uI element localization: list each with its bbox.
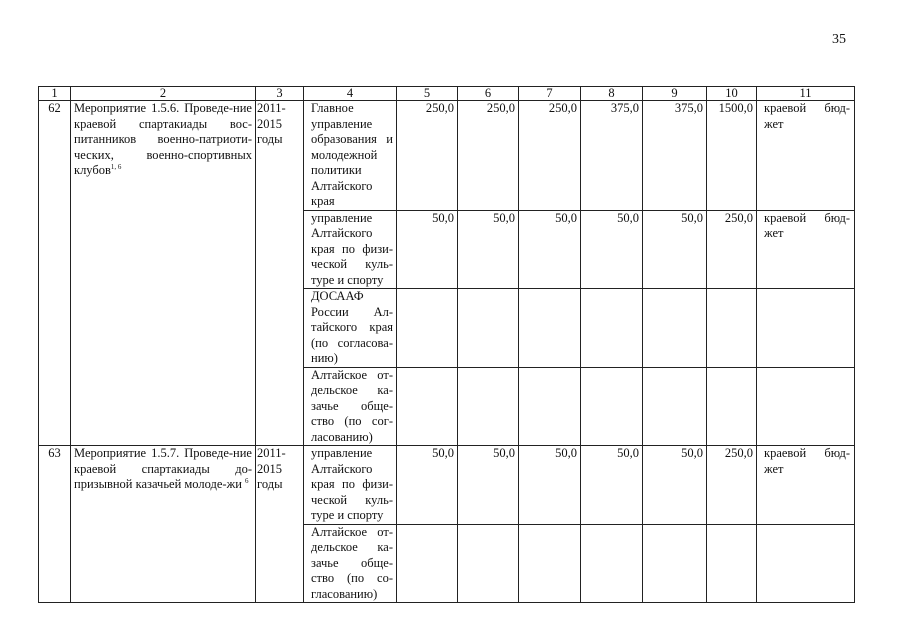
value-cell — [643, 289, 707, 368]
value-cell — [643, 367, 707, 446]
value-cell — [581, 524, 643, 603]
table-row — [39, 101, 855, 211]
funding-source-cell — [757, 367, 855, 446]
header-row — [39, 87, 855, 101]
value-cell — [397, 289, 458, 368]
value-cell: 50,0 — [519, 446, 581, 525]
value-cell: 50,0 — [458, 210, 519, 289]
row-number: 62 — [39, 101, 71, 446]
value-cell — [458, 524, 519, 603]
value-cell: 50,0 — [581, 210, 643, 289]
funding-source-cell: краевой бюд-жет — [757, 446, 855, 525]
total-cell — [707, 524, 757, 603]
executor-cell: Алтайское от-дельское ка-зачье обще-ство (по со-гласованию) — [304, 524, 397, 603]
activity-text: Мероприятие 1.5.7. Проведе-ние краевой спартакиады до-призывной казачьей молоде-жи — [74, 446, 252, 491]
executor-cell: Главное управление образования и молодежной политики Алтайского края — [304, 101, 397, 211]
funding-source-cell — [757, 524, 855, 603]
funding-source-cell — [757, 289, 855, 368]
value-cell: 250,0 — [397, 101, 458, 211]
value-cell — [458, 367, 519, 446]
executor-cell: управление Алтайского края по физи-ческой куль-туре и спорту — [304, 446, 397, 525]
header-cell: 11 — [757, 87, 855, 101]
header-cell: 10 — [707, 87, 757, 101]
total-cell — [707, 289, 757, 368]
value-cell — [458, 289, 519, 368]
value-cell — [397, 524, 458, 603]
activity-footnote: 1, 6 — [110, 162, 122, 171]
total-cell: 250,0 — [707, 210, 757, 289]
value-cell: 50,0 — [581, 446, 643, 525]
value-cell — [519, 367, 581, 446]
header-cell: 7 — [519, 87, 581, 101]
executor-cell: управление Алтайского края по физи-ческой куль-туре и спорту — [304, 210, 397, 289]
value-cell — [643, 524, 707, 603]
program-table — [38, 86, 855, 603]
value-cell: 50,0 — [643, 446, 707, 525]
header-cell: 1 — [39, 87, 71, 101]
activity-text: Мероприятие 1.5.6. Проведе-ние краевой спартакиады вос-питанников военно-патриоти-ческих, военно-спортивных клубов — [74, 101, 252, 177]
total-cell: 250,0 — [707, 446, 757, 525]
header-cell: 4 — [304, 87, 397, 101]
value-cell: 250,0 — [519, 101, 581, 211]
value-cell: 250,0 — [458, 101, 519, 211]
years-cell: 2011-2015 годы — [256, 446, 304, 603]
value-cell: 50,0 — [397, 446, 458, 525]
page-number: 35 — [832, 32, 846, 47]
total-cell: 1500,0 — [707, 101, 757, 211]
value-cell: 375,0 — [643, 101, 707, 211]
activity-cell — [71, 101, 256, 446]
executor-cell: ДОСААФ России Ал-тайского края (по согласова-нию) — [304, 289, 397, 368]
value-cell: 50,0 — [397, 210, 458, 289]
activity-cell — [71, 446, 256, 603]
funding-source-cell: краевой бюд-жет — [757, 101, 855, 211]
header-cell: 8 — [581, 87, 643, 101]
activity-footnote: 6 — [245, 476, 249, 485]
value-cell — [397, 367, 458, 446]
header-cell: 3 — [256, 87, 304, 101]
header-cell: 9 — [643, 87, 707, 101]
total-cell — [707, 367, 757, 446]
value-cell: 50,0 — [643, 210, 707, 289]
funding-source-cell: краевой бюд-жет — [757, 210, 855, 289]
row-number: 63 — [39, 446, 71, 603]
header-cell: 5 — [397, 87, 458, 101]
value-cell — [581, 367, 643, 446]
value-cell — [519, 289, 581, 368]
table-row — [39, 446, 855, 525]
header-cell: 2 — [71, 87, 256, 101]
value-cell: 50,0 — [458, 446, 519, 525]
years-cell: 2011-2015 годы — [256, 101, 304, 446]
value-cell: 375,0 — [581, 101, 643, 211]
executor-cell: Алтайское от-дельское ка-зачье обще-ство (по сог-ласованию) — [304, 367, 397, 446]
value-cell: 50,0 — [519, 210, 581, 289]
header-cell: 6 — [458, 87, 519, 101]
value-cell — [519, 524, 581, 603]
value-cell — [581, 289, 643, 368]
